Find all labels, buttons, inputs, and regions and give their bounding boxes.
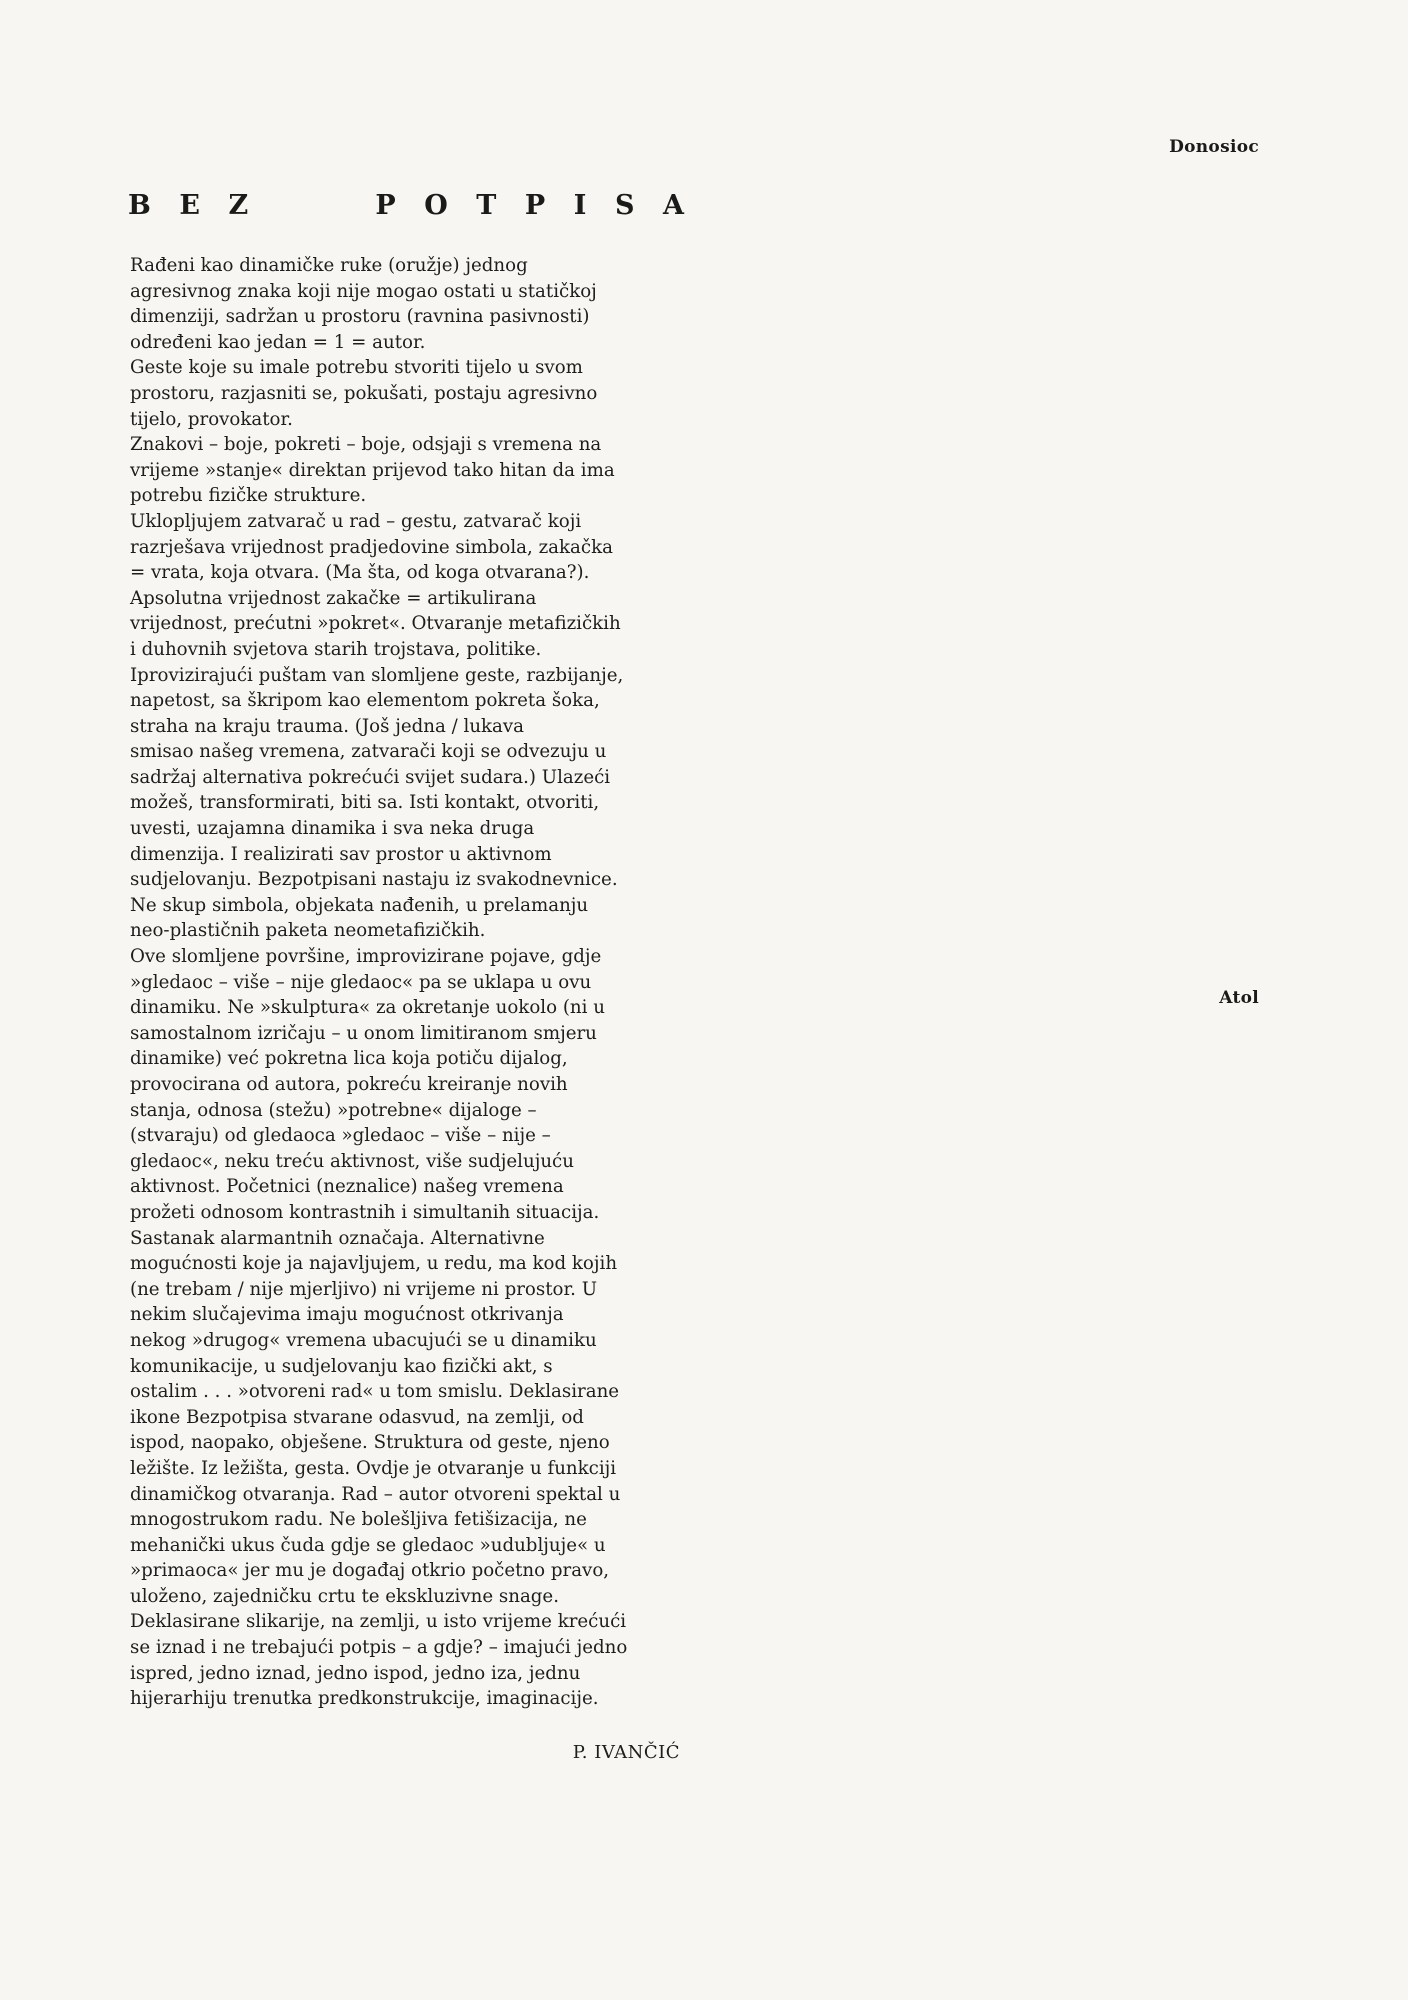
body-line: dimenzija. I realizirati sav prostor u aktivnom xyxy=(130,843,552,865)
body-line: sadržaj alternativa pokrećući svijet sudara.) Ulazeći xyxy=(130,766,611,788)
body-line: nekim slučajevima imaju mogućnost otkrivanja xyxy=(130,1304,564,1326)
body-line: razrješava vrijednost pradjedovine simbola, zakačka xyxy=(130,536,613,558)
body-line: mogućnosti koje ja najavljujem, u redu, ma kod kojih xyxy=(130,1253,618,1275)
title-letter: P xyxy=(524,190,546,221)
body-line: (ne trebam / nije mjerljivo) ni vrijeme ni prostor. U xyxy=(130,1278,598,1300)
body-line: ispod, naopako, obješene. Struktura od geste, njeno xyxy=(130,1432,610,1454)
title-letter: S xyxy=(614,190,635,221)
section-label-atol: Atol xyxy=(1219,988,1259,1008)
body-line: dinamike) već pokretna lica koja potiču dijalog, xyxy=(130,1048,568,1070)
body-line: = vrata, koja otvara. (Ma šta, od koga otvarana?). xyxy=(130,562,590,584)
body-line: »gledaoc – više – nije gledaoc« pa se uklapa u ovu xyxy=(130,971,592,993)
body-line: ispred, jedno iznad, jedno ispod, jedno iza, jednu xyxy=(130,1662,581,1684)
title-letter: I xyxy=(573,190,587,221)
body-line: aktivnost. Početnici (neznalice) našeg vremena xyxy=(130,1176,564,1198)
body-line: sudjelovanju. Bezpotpisani nastaju iz svakodnevnice. xyxy=(130,869,618,891)
body-line: određeni kao jedan = 1 = autor. xyxy=(130,331,426,353)
body-line: Ove slomljene površine, improvizirane pojave, gdje xyxy=(130,946,602,968)
body-line: Sastanak alarmantnih označaja. Alternativne xyxy=(130,1227,545,1249)
body-line: vrijeme »stanje« direktan prijevod tako hitan da ima xyxy=(130,459,615,481)
body-line: Apsolutna vrijednost zakačke = artikulirana xyxy=(130,587,537,609)
body-text xyxy=(130,253,730,1712)
title-letter: E xyxy=(179,190,200,221)
body-line: tijelo, provokator. xyxy=(130,408,293,430)
body-line: uloženo, zajedničku crtu te ekskluzivne snage. xyxy=(130,1585,559,1607)
body-line: Deklasirane slikarije, na zemlji, u isto vrijeme krećući xyxy=(130,1611,627,1633)
body-line: napetost, sa škripom kao elementom pokreta šoka, xyxy=(130,690,600,712)
body-line: smisao našeg vremena, zatvarači koji se odvezuju u xyxy=(130,741,607,763)
body-line: provocirana od autora, pokreću kreiranje novih xyxy=(130,1074,568,1095)
body-line: Uklopljujem zatvarač u rad – gestu, zatvarač koji xyxy=(130,510,582,532)
body-line: uvesti, uzajamna dinamika i sva neka druga xyxy=(130,818,535,840)
body-line: prostoru, razjasniti se, pokušati, postaju agresivno xyxy=(130,382,598,404)
body-line: i duhovnih svjetova starih trojstava, politike. xyxy=(130,638,542,660)
body-line: Rađeni kao dinamičke ruke (oružje) jednog xyxy=(130,255,528,276)
body-line: hijerarhiju trenutka predkonstrukcije, imaginacije. xyxy=(130,1688,599,1710)
body-line: straha na kraju trauma. (Još jedna / lukava xyxy=(130,715,525,737)
section-label-donosioc: Donosioc xyxy=(1169,137,1259,157)
body-line: dimenziji, sadržan u prostoru (ravnina pasivnosti) xyxy=(130,306,590,328)
page-title xyxy=(128,190,684,221)
body-line: ležište. Iz ležišta, gesta. Ovdje je otvaranje u funkciji xyxy=(130,1457,617,1479)
body-line: (stvaraju) od gledaoca »gledaoc – više – nije – xyxy=(130,1125,551,1147)
body-line: samostalnom izričaju – u onom limitiranom smjeru xyxy=(130,1022,597,1044)
body-line: Ne skup simbola, objekata nađenih, u prelamanju xyxy=(130,894,589,916)
title-letter: A xyxy=(663,190,684,221)
body-line: komunikacije, u sudjelovanju kao fizički akt, s xyxy=(130,1355,553,1377)
body-line: gledaoc«, neku treću aktivnost, više sudjelujuću xyxy=(130,1150,574,1172)
body-line: Iprovizirajući puštam van slomljene geste, razbijanje, xyxy=(130,664,624,686)
body-line: ostalim . . . »otvoreni rad« u tom smislu. Deklasirane xyxy=(130,1381,620,1403)
body-line: mehanički ukus čuda gdje se gledaoc »udubljuje« u xyxy=(130,1534,606,1556)
body-line: nekog »drugog« vremena ubacujući se u dinamiku xyxy=(130,1329,597,1351)
body-line: dinamičkog otvaranja. Rad – autor otvoreni spektal u xyxy=(130,1483,621,1505)
title-word-gap xyxy=(277,190,347,221)
title-letter: O xyxy=(424,190,448,221)
author-signature: P. IVANČIĆ xyxy=(572,1742,680,1763)
body-line: vrijednost, prećutni »pokret«. Otvaranje metafizičkih xyxy=(130,613,621,635)
title-letter: T xyxy=(476,190,497,221)
body-line: možeš, transformirati, biti sa. Isti kontakt, otvoriti, xyxy=(130,792,600,814)
body-line: »primaoca« jer mu je događaj otkrio početno pravo, xyxy=(130,1560,610,1582)
body-line: ikone Bezpotpisa stvarane odasvud, na zemlji, od xyxy=(130,1406,584,1428)
body-line: prožeti odnosom kontrastnih i simultanih situacija. xyxy=(130,1201,600,1223)
body-line: dinamiku. Ne »skulptura« za okretanje uokolo (ni u xyxy=(130,997,605,1019)
title-letter: P xyxy=(375,190,396,221)
title-letter: Z xyxy=(228,190,249,221)
body-line: stanja, odnosa (stežu) »potrebne« dijaloge – xyxy=(130,1099,537,1121)
body-line: Znakovi – boje, pokreti – boje, odsjaji s vremena na xyxy=(130,434,602,456)
body-line: mnogostrukom radu. Ne bolešljiva fetišizacija, ne xyxy=(130,1509,587,1531)
body-line: neo-plastičnih paketa neometafizičkih. xyxy=(130,920,486,942)
title-letter: B xyxy=(128,190,151,221)
body-line: agresivnog znaka koji nije mogao ostati u statičkoj xyxy=(130,280,597,302)
body-line: se iznad i ne trebajući potpis – a gdje? – imajući jedno xyxy=(130,1637,628,1659)
body-line: potrebu fizičke strukture. xyxy=(130,485,367,507)
body-line: Geste koje su imale potrebu stvoriti tijelo u svom xyxy=(130,357,583,379)
